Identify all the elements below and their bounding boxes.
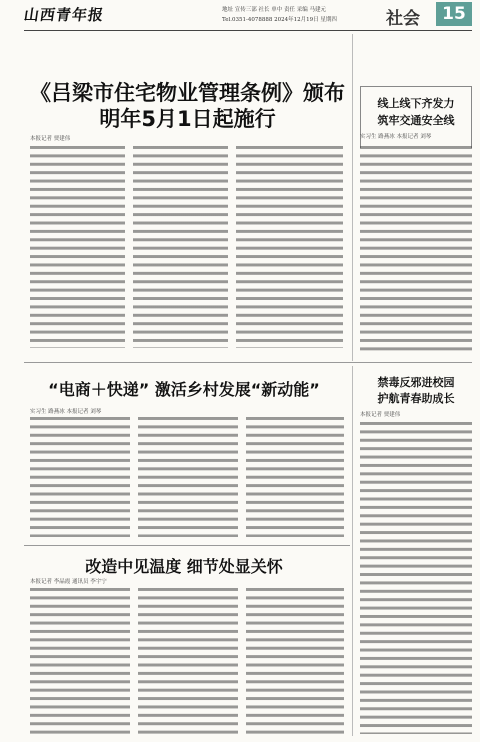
main-headline-line1: 《吕梁市住宅物业管理条例》颁布: [30, 81, 345, 105]
column-divider-2: [352, 366, 353, 736]
article2-headline: “电商＋快递” 激活乡村发展“新动能”: [48, 380, 320, 399]
side-body-2: [360, 422, 472, 734]
page-number: 15: [436, 2, 472, 26]
masthead-date: Tel.0351-4078888 2024年12月19日 星期四: [222, 17, 337, 23]
article3-body-col3: [246, 588, 344, 736]
side-title-2-line2: 护航青春助成长: [377, 392, 455, 405]
section-divider-2: [24, 545, 350, 546]
masthead: [0, 0, 480, 44]
side-body-1: [360, 146, 472, 352]
main-headline-line2: 明年5月1日起施行: [99, 107, 276, 131]
side-title-2-line1: 禁毒反邪进校园: [377, 376, 455, 389]
side-byline-1: 实习生 路燕冰 本报记者 刘琴: [360, 134, 432, 140]
article2-byline: 实习生 路燕冰 本报记者 刘琴: [30, 409, 102, 415]
column-divider: [352, 34, 353, 361]
section-label: 社会: [386, 9, 420, 29]
section-divider-1: [24, 362, 472, 363]
side-title-1-line1: 线上线下齐发力: [377, 97, 455, 110]
side-byline-2: 本报记者 贾建伟: [360, 412, 401, 418]
side-title-1-line2: 筑牢交通安全线: [377, 114, 455, 127]
article3-body-col1: [30, 588, 130, 736]
newspaper-logo: 山西青年报: [22, 6, 106, 24]
article2-body-col3: [246, 417, 344, 537]
article3-byline: 本报记者 李晶霞 通讯员 李宇宁: [30, 579, 107, 585]
masthead-info: 地址 宣传三部 社长 单中 责任 采编 马建元: [222, 7, 326, 13]
main-byline: 本报记者 贾建伟: [30, 136, 71, 142]
main-body-col2: [133, 146, 228, 348]
article3-body-col2: [138, 588, 238, 736]
main-body-col1: [30, 146, 125, 348]
masthead-rule: [24, 30, 472, 31]
article2-body-col2: [138, 417, 238, 537]
article3-headline: 改造中见温度 细节处显关怀: [85, 557, 283, 576]
main-body-col3: [236, 146, 343, 348]
article2-body-col1: [30, 417, 130, 537]
